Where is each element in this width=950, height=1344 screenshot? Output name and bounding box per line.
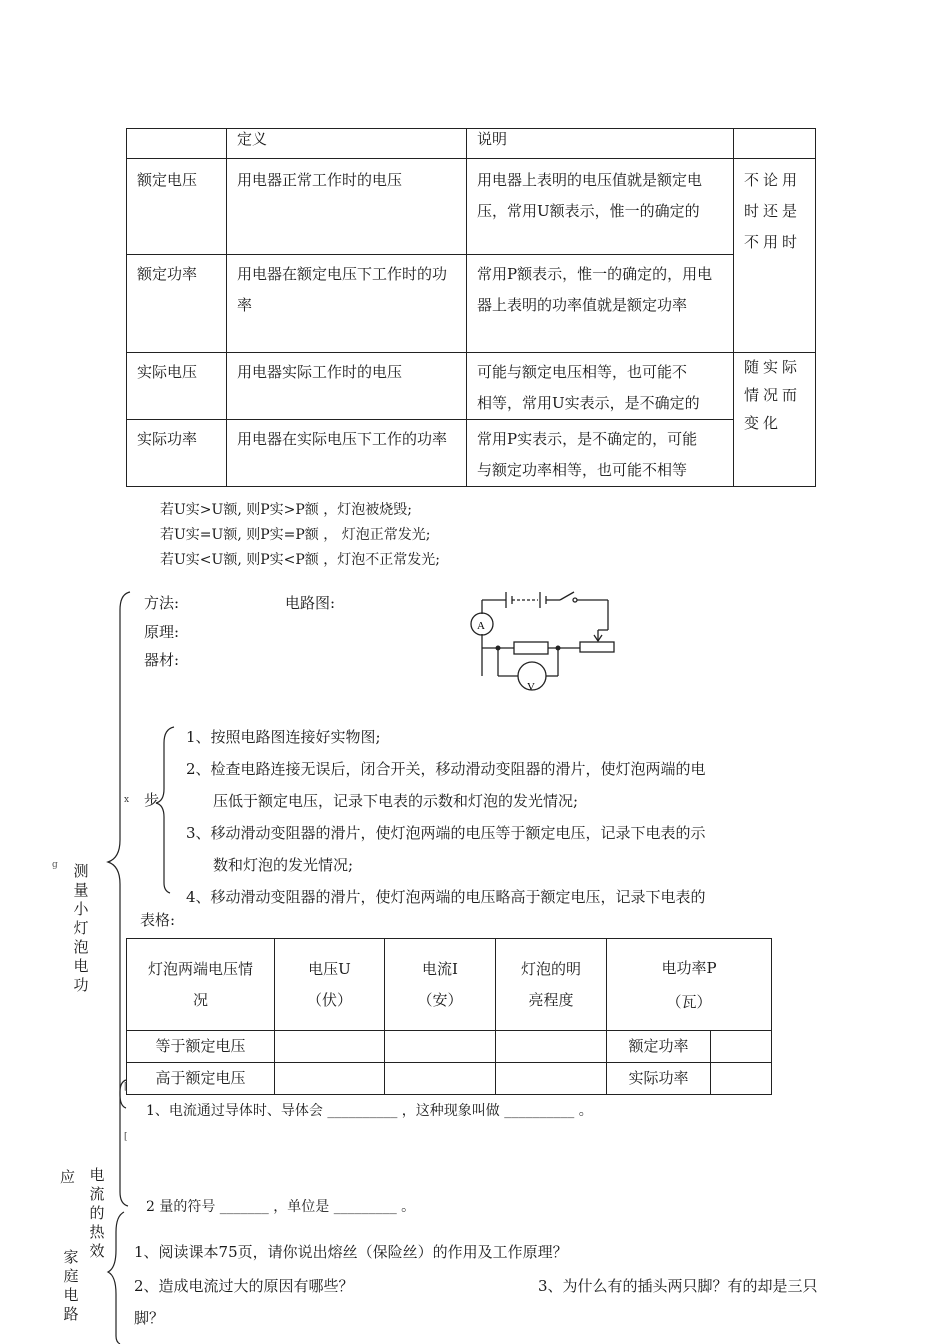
step-item: 3、移动滑动变阻器的滑片，使灯泡两端的电压等于额定电压，记录下电表的示	[186, 824, 706, 842]
step-item: 压低于额定电压，记录下电表的示数和灯泡的发光情况;	[213, 792, 579, 810]
definition-cell: 用电器实际工作时的电压	[227, 353, 467, 420]
step-label: 步	[144, 791, 160, 809]
term-cell: 实际功率	[127, 420, 227, 487]
steps-list	[186, 724, 786, 906]
table-header-cell: 定义	[227, 129, 467, 159]
table-label: 表格:	[140, 911, 176, 929]
step-item: 数和灯泡的发光情况;	[213, 856, 354, 874]
voltmeter-label: V	[527, 681, 535, 693]
definition-cell: 用电器在实际电压下工作的功率	[227, 420, 467, 487]
junction-dot	[556, 646, 561, 651]
step-item: 4、移动滑动变阻器的滑片，使灯泡两端的电压略高于额定电压，记录下电表的	[186, 888, 706, 906]
circuit-diagram	[462, 586, 622, 698]
side-note-cell	[734, 159, 816, 353]
table-cell	[711, 1063, 772, 1095]
table-cell: 高于额定电压	[127, 1063, 275, 1095]
step-item: 1、按照电路图连接好实物图;	[186, 728, 381, 746]
note-line: 相等，常用U实表示，是不确定的	[477, 394, 700, 412]
definition-table	[126, 128, 816, 487]
home-question-3-cont: 脚？	[134, 1309, 165, 1327]
table-header-cell	[127, 129, 227, 159]
table-cell: 实际功率	[607, 1063, 711, 1095]
side-note: 随实际情况而变化	[744, 358, 802, 432]
table-cell	[275, 1031, 385, 1063]
heat-side-suffix: 应	[60, 1168, 76, 1186]
note-line: 常用P实表示，是不确定的，可能	[477, 430, 698, 448]
relation-line: 若U实=U额, 则P实=P额 ， 灯泡正常发光;	[160, 527, 431, 543]
note-cell: 用电器上表明的电压值就是额定电压，常用U额表示，惟一的确定的	[467, 159, 734, 255]
margin-mark: g	[52, 860, 58, 870]
note-cell: 常用P额表示，惟一的确定的，用电器上表明的功率值就是额定功率	[467, 255, 734, 353]
table-header-cell: 说明	[467, 129, 734, 159]
home-question-2: 2、造成电流过大的原因有哪些？	[134, 1277, 354, 1295]
relation-line: 若U实<U额, 则P实<P额 ，灯泡不正常发光;	[160, 552, 440, 568]
term-cell: 额定电压	[127, 159, 227, 255]
table-cell	[496, 1063, 607, 1095]
table-cell	[711, 1031, 772, 1063]
term-cell: 实际电压	[127, 353, 227, 420]
heat-question-2: 2 量的符号 _______ ，单位是 _________ 。	[146, 1199, 416, 1215]
heat-brace	[112, 1078, 136, 1208]
junction-dot	[496, 646, 501, 651]
table-header-cell: 电压U（伏）	[275, 939, 385, 1031]
table-cell	[385, 1031, 496, 1063]
home-question-1: 1、阅读课本75页，请你说出熔丝（保险丝）的作用及工作原理？	[134, 1243, 568, 1261]
table-cell	[496, 1031, 607, 1063]
term-cell: 额定功率	[127, 255, 227, 353]
side-note: 不论用时还是不用时	[744, 171, 802, 251]
table-cell: 等于额定电压	[127, 1031, 275, 1063]
circuit-label: 电路图:	[285, 594, 336, 612]
note-line: 可能与额定电压相等，也可能不	[477, 363, 688, 381]
table-header-cell: 灯泡两端电压情况	[127, 939, 275, 1031]
heat-question-1: 1、电流通过导体时、导体会 __________ ，这种现象叫做 __________ 。	[146, 1103, 593, 1119]
note-cell	[467, 420, 734, 487]
equipment-label: 器材:	[144, 651, 180, 669]
table-header-cell: 灯泡的明亮程度	[496, 939, 607, 1031]
table-cell: 额定功率	[607, 1031, 711, 1063]
margin-mark: x	[124, 795, 130, 805]
step-item: 2、检查电路连接无误后，闭合开关，移动滑动变阻器的滑片，使灯泡两端的电	[186, 760, 706, 778]
relation-line: 若U实>U额, 则P实>P额 ，灯泡被烧毁;	[160, 502, 412, 518]
table-cell	[385, 1063, 496, 1095]
method-label: 方法:	[144, 594, 180, 612]
steps-brace	[150, 725, 180, 895]
table-cell	[275, 1063, 385, 1095]
margin-mark: [	[124, 1082, 128, 1092]
table-header-cell	[734, 129, 816, 159]
relations-block	[160, 498, 440, 573]
measure-table	[126, 938, 772, 1095]
note-line: 与额定功率相等，也可能不相等	[477, 461, 688, 479]
margin-mark: [	[124, 1132, 128, 1142]
note-cell	[467, 353, 734, 420]
measure-table-wrap	[110, 930, 790, 1087]
home-side-title: 家庭电路	[63, 1248, 79, 1323]
ammeter-label: A	[477, 620, 485, 632]
measure-side-title: 测量小灯泡电功	[73, 862, 89, 994]
principle-label: 原理:	[144, 623, 180, 641]
definition-cell: 用电器正常工作时的电压	[227, 159, 467, 255]
table-header-cell: 电功率P（瓦）	[607, 939, 772, 1031]
heat-side-title: 电流的热效	[89, 1166, 105, 1260]
side-note-cell	[734, 353, 816, 487]
home-question-3: 3、为什么有的插头两只脚？有的却是三只	[538, 1277, 818, 1295]
definition-cell: 用电器在额定电压下工作时的功率	[227, 255, 467, 353]
home-brace	[104, 1210, 134, 1344]
table-header-cell: 电流I（安）	[385, 939, 496, 1031]
